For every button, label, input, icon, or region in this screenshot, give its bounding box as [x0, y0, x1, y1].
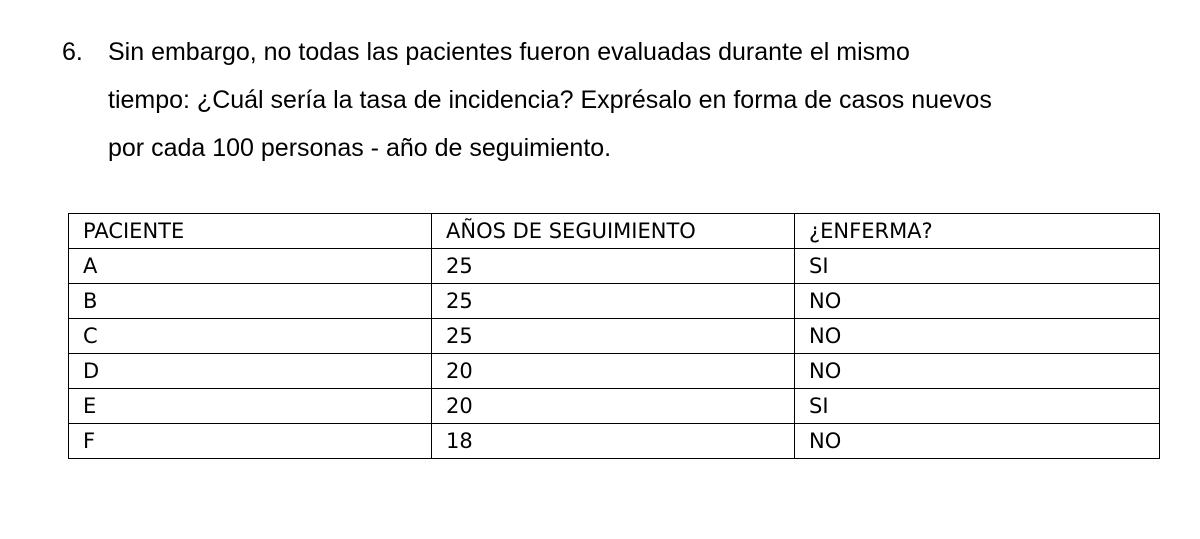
cell-years: 20	[432, 354, 795, 389]
cell-patient: D	[69, 354, 432, 389]
cell-patient: E	[69, 389, 432, 424]
cell-sick: NO	[795, 354, 1160, 389]
table-row	[69, 354, 1160, 389]
header-sick: ¿ENFERMA?	[795, 214, 1160, 249]
cell-patient: C	[69, 319, 432, 354]
cell-years: 20	[432, 389, 795, 424]
table-row	[69, 249, 1160, 284]
cell-patient: A	[69, 249, 432, 284]
patient-table	[68, 213, 1160, 459]
cell-sick: NO	[795, 284, 1160, 319]
header-patient: PACIENTE	[69, 214, 432, 249]
cell-sick: SI	[795, 389, 1160, 424]
cell-years: 25	[432, 249, 795, 284]
cell-years: 25	[432, 284, 795, 319]
cell-sick: NO	[795, 424, 1160, 459]
cell-patient: B	[69, 284, 432, 319]
cell-years: 25	[432, 319, 795, 354]
cell-patient: F	[69, 424, 432, 459]
table-row	[69, 284, 1160, 319]
question-line-3: por cada 100 personas - año de seguimiento.	[108, 134, 612, 162]
cell-sick: SI	[795, 249, 1160, 284]
header-years-followup: AÑOS DE SEGUIMIENTO	[432, 214, 795, 249]
question-number: 6.	[62, 38, 83, 66]
cell-sick: NO	[795, 319, 1160, 354]
table-row	[69, 319, 1160, 354]
table-header-row	[69, 214, 1160, 249]
question-line-2: tiempo: ¿Cuál sería la tasa de incidencia? Exprésalo en forma de casos nuevos	[108, 86, 992, 114]
table-row	[69, 389, 1160, 424]
question-line-1: Sin embargo, no todas las pacientes fueron evaluadas durante el mismo	[108, 38, 910, 66]
cell-years: 18	[432, 424, 795, 459]
table-row	[69, 424, 1160, 459]
